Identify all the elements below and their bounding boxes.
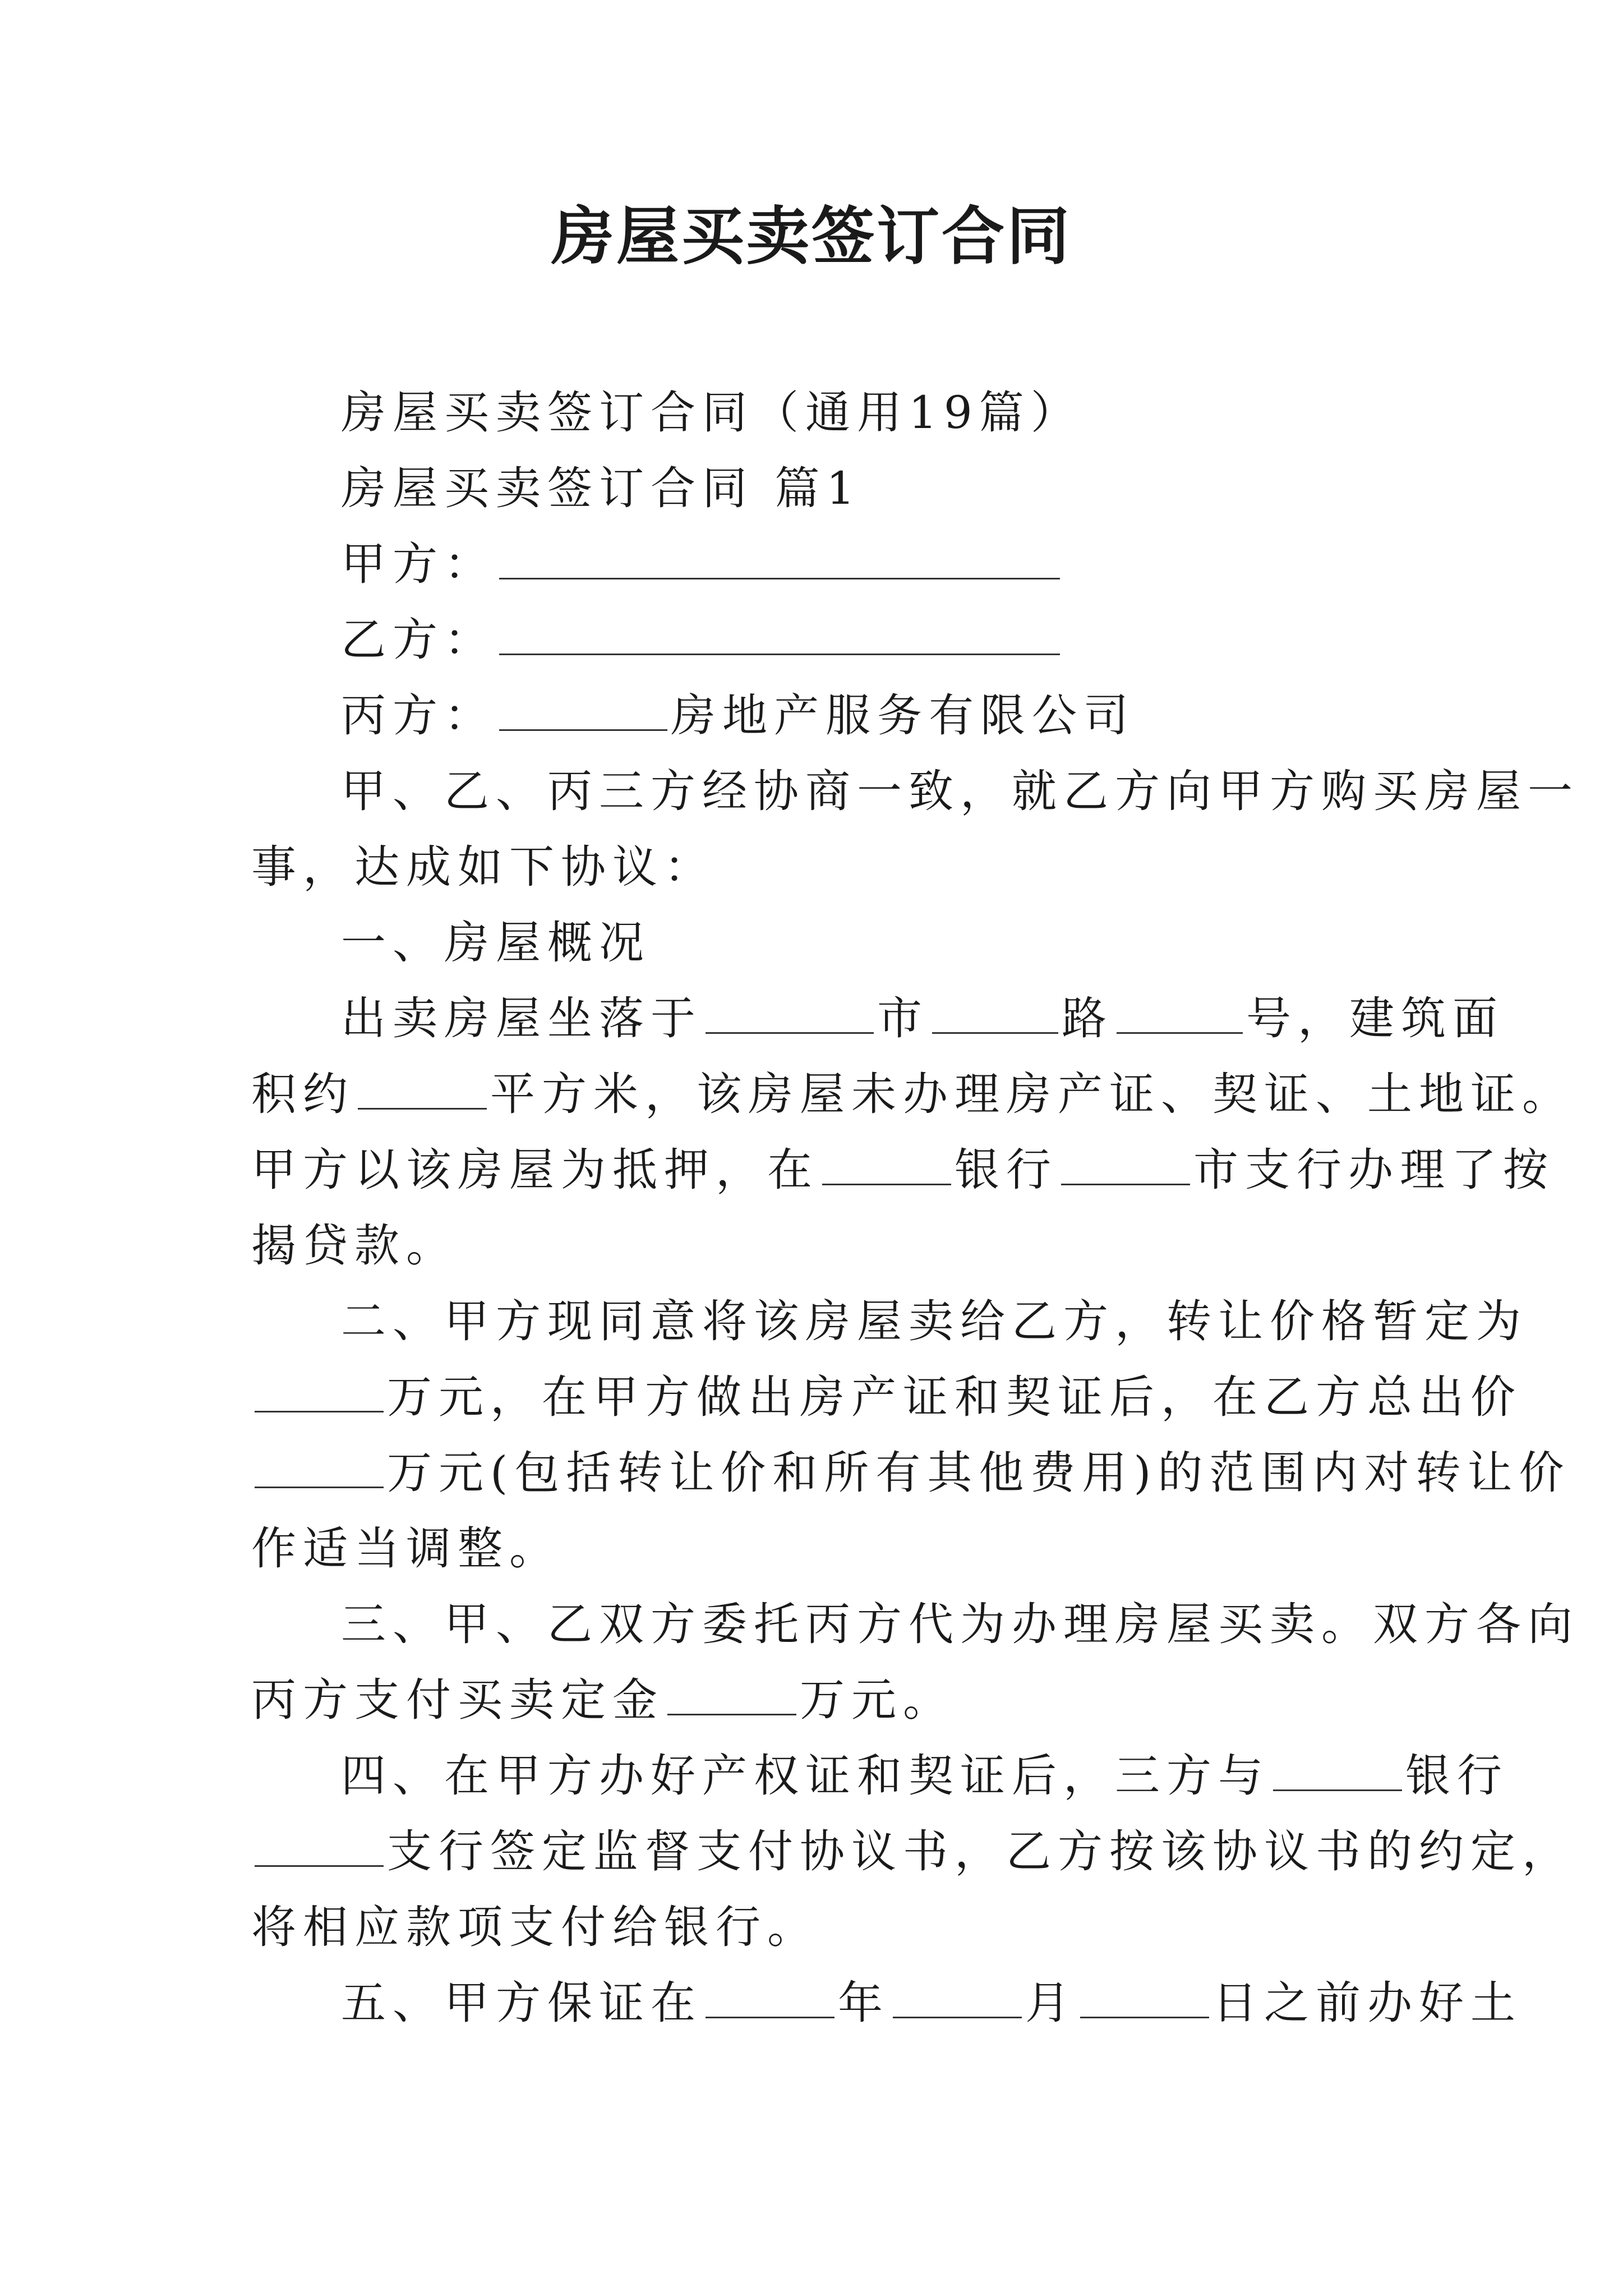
year-blank [706,1977,834,2018]
section1-line-1 [251,981,1504,1056]
sub-branch-blank [255,1826,384,1867]
road-blank [932,993,1058,1034]
party-c-line [251,678,1373,753]
text-fragment: 支行签定监督支付协议书，乙方按该协议书的约定， [387,1825,1574,1878]
day-blank [1080,1977,1209,2018]
text-fragment: 市支行办理了按 [1193,1144,1555,1196]
intro-line-2: 事，达成如下协议： [251,841,716,893]
section5-line-1 [251,1965,1522,2041]
text-fragment: 月 [1025,1977,1077,2029]
party-a-blank [499,539,1060,579]
section4-line-3: 将相应款项支付给银行。 [251,1901,819,1953]
party-c-suffix: 房地产服务有限公司 [671,689,1135,742]
text-fragment: 五、甲方保证在 [341,1977,702,2029]
city-blank [706,993,874,1034]
party-b-label: 乙方： [341,614,496,666]
total-price-blank [255,1447,384,1488]
text-fragment: 万元。 [800,1674,955,1726]
party-b-blank [499,614,1060,655]
section1-line-2 [251,1056,1574,1132]
party-a-line [251,526,1373,602]
text-fragment: 万元(包括转让价和所有其他费用)的范围内对转让价 [387,1447,1571,1499]
deposit-blank [667,1674,796,1715]
section1-heading: 一、房屋概况 [341,917,651,969]
bank-name-blank [1273,1750,1402,1791]
section4-line-1 [251,1738,1509,1814]
party-c-label: 丙方： [341,689,496,742]
number-blank [1117,993,1243,1034]
section2-line-4: 作适当调整。 [251,1522,561,1575]
text-fragment: 银行 [1405,1750,1509,1802]
text-fragment: 出卖房屋坐落于 [341,992,702,1045]
month-blank [893,1977,1022,2018]
subtitle: 房屋买卖签订合同（通用19篇） [341,386,1082,439]
section2-line-1: 二、甲方现同意将该房屋卖给乙方，转让价格暂定为 [341,1295,1528,1347]
branch-blank [1061,1144,1190,1185]
section1-line-3 [251,1132,1555,1208]
text-fragment: 积约 [251,1068,354,1120]
text-fragment: 年 [838,1977,889,2029]
article-heading: 房屋买卖签订合同 篇1 [341,462,862,514]
text-fragment: 丙方支付买卖定金 [251,1674,664,1726]
section2-line-3 [251,1435,1571,1511]
section1-line-4: 揭贷款。 [251,1220,458,1272]
document-body [251,375,1579,2041]
section3-line-2 [251,1662,1373,1738]
text-fragment: 甲方以该房屋为抵押，在 [251,1144,819,1196]
section2-line-2 [251,1359,1522,1435]
area-blank [358,1069,487,1110]
text-fragment: 平方米，该房屋未办理房产证、契证、土地证。 [490,1068,1574,1120]
section3-line-1: 三、甲、乙双方委托丙方代为办理房屋买卖。双方各向 [341,1598,1579,1650]
party-a-label: 甲方： [341,538,496,590]
section4-line-2 [251,1814,1574,1889]
text-fragment: 日之前办好土 [1212,1977,1522,2029]
document-title: 房屋买卖签订合同 [551,200,1072,273]
text-fragment: 路 [1062,992,1113,1045]
text-fragment: 银行 [955,1144,1058,1196]
price-blank [255,1372,384,1412]
party-c-blank [499,690,667,731]
text-fragment: 市 [877,992,929,1045]
bank-blank [822,1144,951,1185]
text-fragment: 号，建筑面 [1246,992,1504,1045]
party-b-line [251,602,1373,678]
text-fragment: 四、在甲方办好产权证和契证后，三方与 [341,1750,1270,1802]
intro-line-1: 甲、乙、丙三方经协商一致，就乙方向甲方购买房屋一 [341,765,1579,817]
text-fragment: 万元，在甲方做出房产证和契证后，在乙方总出价 [387,1371,1522,1423]
